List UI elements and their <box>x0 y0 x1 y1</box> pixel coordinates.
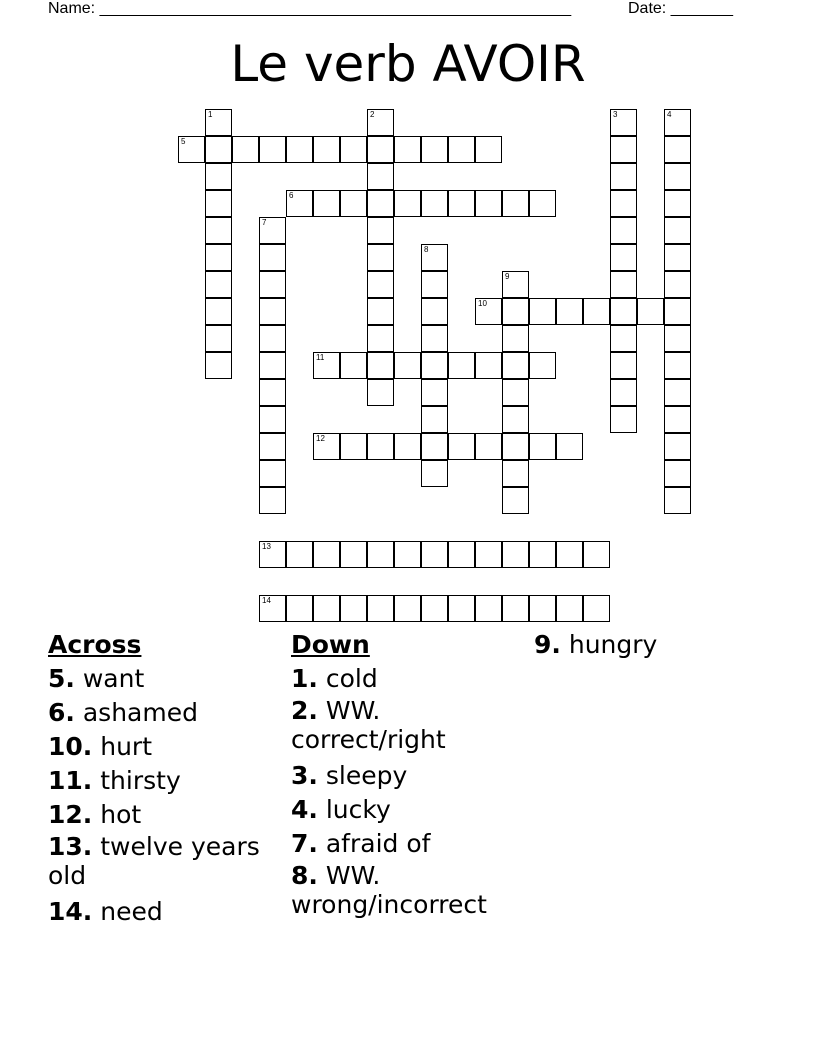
clue-number: 2. <box>291 696 318 725</box>
grid-cell[interactable] <box>502 271 529 298</box>
grid-cell[interactable] <box>475 190 502 217</box>
grid-cell[interactable] <box>205 298 232 325</box>
grid-cell[interactable] <box>205 325 232 352</box>
grid-cell[interactable] <box>664 244 691 271</box>
clue-number: 6. <box>48 698 75 727</box>
grid-cell[interactable] <box>340 595 367 622</box>
grid-cell[interactable] <box>232 136 259 163</box>
down-clue <box>291 861 516 919</box>
cell-number: 3 <box>613 110 618 119</box>
grid-cell[interactable] <box>475 595 502 622</box>
grid-cell[interactable] <box>286 541 313 568</box>
grid-cell[interactable] <box>286 136 313 163</box>
grid-cell[interactable] <box>556 433 583 460</box>
across-clue <box>48 696 273 730</box>
grid-cell[interactable] <box>367 271 394 298</box>
cell-number: 8 <box>424 245 429 254</box>
grid-cell[interactable] <box>421 298 448 325</box>
down-clue <box>291 793 516 827</box>
grid-cell[interactable] <box>367 433 394 460</box>
grid-cell[interactable] <box>664 109 691 136</box>
clue-text: need <box>92 897 163 926</box>
grid-cell[interactable] <box>529 190 556 217</box>
grid-cell[interactable] <box>421 244 448 271</box>
clue-text: cold <box>317 664 378 693</box>
down-clues-continued <box>534 628 764 662</box>
grid-cell[interactable] <box>502 595 529 622</box>
grid-cell[interactable] <box>394 352 421 379</box>
across-clue <box>48 895 273 929</box>
grid-cell[interactable] <box>475 298 502 325</box>
grid-cell[interactable] <box>367 541 394 568</box>
grid-cell[interactable] <box>610 190 637 217</box>
grid-cell[interactable] <box>502 433 529 460</box>
grid-cell[interactable] <box>367 136 394 163</box>
grid-cell[interactable] <box>529 541 556 568</box>
grid-cell[interactable] <box>259 298 286 325</box>
grid-cell[interactable] <box>664 271 691 298</box>
grid-cell[interactable] <box>205 163 232 190</box>
clue-text: thirsty <box>92 766 181 795</box>
grid-cell[interactable] <box>610 244 637 271</box>
grid-cell[interactable] <box>610 136 637 163</box>
grid-cell[interactable] <box>205 190 232 217</box>
down-clue <box>534 628 764 662</box>
grid-cell[interactable] <box>367 244 394 271</box>
clue-number: 8. <box>291 861 318 890</box>
grid-cell[interactable] <box>367 190 394 217</box>
grid-cell[interactable] <box>394 190 421 217</box>
grid-cell[interactable] <box>340 433 367 460</box>
clue-number: 11. <box>48 766 93 795</box>
grid-cell[interactable] <box>421 379 448 406</box>
grid-cell[interactable] <box>529 352 556 379</box>
grid-cell[interactable] <box>529 433 556 460</box>
grid-cell[interactable] <box>664 163 691 190</box>
grid-cell[interactable] <box>421 595 448 622</box>
down-clue <box>291 696 516 754</box>
grid-cell[interactable] <box>475 433 502 460</box>
across-clue <box>48 662 273 696</box>
grid-cell[interactable] <box>610 298 637 325</box>
grid-cell[interactable] <box>259 271 286 298</box>
grid-cell[interactable] <box>556 298 583 325</box>
grid-cell[interactable] <box>367 163 394 190</box>
down-clue <box>291 759 516 793</box>
grid-cell[interactable] <box>286 595 313 622</box>
clue-text: hungry <box>560 630 658 659</box>
cell-number: 5 <box>181 137 186 146</box>
grid-cell[interactable] <box>583 541 610 568</box>
grid-cell[interactable] <box>502 406 529 433</box>
grid-cell[interactable] <box>529 595 556 622</box>
grid-cell[interactable] <box>259 379 286 406</box>
across-clue <box>48 730 273 764</box>
clue-text: WW. wrong/incorrect <box>291 861 487 919</box>
clue-number: 9. <box>534 630 561 659</box>
grid-cell[interactable] <box>421 352 448 379</box>
grid-cell[interactable] <box>259 433 286 460</box>
grid-cell[interactable] <box>367 109 394 136</box>
grid-cell[interactable] <box>313 541 340 568</box>
grid-cell[interactable] <box>367 352 394 379</box>
grid-cell[interactable] <box>259 244 286 271</box>
grid-cell[interactable] <box>610 217 637 244</box>
grid-cell[interactable] <box>178 136 205 163</box>
grid-cell[interactable] <box>475 136 502 163</box>
cell-number: 4 <box>667 110 672 119</box>
clue-text: twelve years old <box>48 832 260 890</box>
grid-cell[interactable] <box>259 325 286 352</box>
grid-cell[interactable] <box>448 136 475 163</box>
grid-cell[interactable] <box>259 217 286 244</box>
grid-cell[interactable] <box>502 190 529 217</box>
across-clue <box>48 764 273 798</box>
clue-number: 1. <box>291 664 318 693</box>
grid-cell[interactable] <box>421 406 448 433</box>
grid-cell[interactable] <box>205 271 232 298</box>
grid-cell[interactable] <box>475 541 502 568</box>
clue-text: WW. correct/right <box>291 696 446 754</box>
grid-cell[interactable] <box>205 217 232 244</box>
grid-cell[interactable] <box>259 352 286 379</box>
grid-cell[interactable] <box>664 298 691 325</box>
clue-text: ashamed <box>74 698 198 727</box>
grid-cell[interactable] <box>502 325 529 352</box>
grid-cell[interactable] <box>340 352 367 379</box>
cell-number: 14 <box>262 596 271 605</box>
grid-cell[interactable] <box>529 298 556 325</box>
across-clues <box>48 628 273 929</box>
grid-cell[interactable] <box>259 460 286 487</box>
grid-cell[interactable] <box>421 271 448 298</box>
grid-cell[interactable] <box>664 325 691 352</box>
clue-number: 12. <box>48 800 93 829</box>
page-title: Le verb AVOIR <box>230 35 586 93</box>
grid-cell[interactable] <box>313 136 340 163</box>
cell-number: 13 <box>262 542 271 551</box>
grid-cell[interactable] <box>664 460 691 487</box>
cell-number: 7 <box>262 218 267 227</box>
grid-cell[interactable] <box>340 136 367 163</box>
cell-number: 9 <box>505 272 510 281</box>
grid-cell[interactable] <box>205 244 232 271</box>
grid-cell[interactable] <box>556 541 583 568</box>
grid-cell[interactable] <box>610 406 637 433</box>
grid-cell[interactable] <box>421 136 448 163</box>
grid-cell[interactable] <box>313 352 340 379</box>
grid-cell[interactable] <box>259 487 286 514</box>
clue-number: 10. <box>48 732 93 761</box>
grid-cell[interactable] <box>610 163 637 190</box>
grid-cell[interactable] <box>583 298 610 325</box>
grid-cell[interactable] <box>664 217 691 244</box>
cell-number: 11 <box>316 353 325 362</box>
clue-number: 5. <box>48 664 75 693</box>
clue-number: 7. <box>291 829 318 858</box>
grid-cell[interactable] <box>502 541 529 568</box>
grid-cell[interactable] <box>610 271 637 298</box>
grid-cell[interactable] <box>556 595 583 622</box>
cell-number: 2 <box>370 110 375 119</box>
grid-cell[interactable] <box>502 379 529 406</box>
grid-cell[interactable] <box>448 190 475 217</box>
grid-cell[interactable] <box>394 136 421 163</box>
grid-cell[interactable] <box>664 352 691 379</box>
grid-cell[interactable] <box>367 379 394 406</box>
clue-number: 13. <box>48 832 93 861</box>
grid-cell[interactable] <box>421 460 448 487</box>
clue-text: hurt <box>92 732 153 761</box>
grid-cell[interactable] <box>313 433 340 460</box>
grid-cell[interactable] <box>394 433 421 460</box>
grid-cell[interactable] <box>637 298 664 325</box>
grid-cell[interactable] <box>664 406 691 433</box>
clue-text: sleepy <box>317 761 408 790</box>
grid-cell[interactable] <box>664 487 691 514</box>
grid-cell[interactable] <box>448 352 475 379</box>
grid-cell[interactable] <box>421 541 448 568</box>
grid-cell[interactable] <box>367 595 394 622</box>
grid-cell[interactable] <box>259 136 286 163</box>
grid-cell[interactable] <box>313 190 340 217</box>
grid-cell[interactable] <box>205 352 232 379</box>
grid-cell[interactable] <box>394 595 421 622</box>
grid-cell[interactable] <box>502 460 529 487</box>
grid-cell[interactable] <box>421 190 448 217</box>
grid-cell[interactable] <box>205 136 232 163</box>
clue-text: hot <box>92 800 142 829</box>
grid-cell[interactable] <box>421 433 448 460</box>
clue-number: 14. <box>48 897 93 926</box>
down-clue <box>291 662 516 696</box>
grid-cell[interactable] <box>421 325 448 352</box>
grid-cell[interactable] <box>367 298 394 325</box>
clue-text: afraid of <box>317 829 431 858</box>
across-clue <box>48 798 273 832</box>
across-heading: Across <box>48 630 142 659</box>
grid-cell[interactable] <box>475 352 502 379</box>
grid-cell[interactable] <box>313 595 340 622</box>
down-clue <box>291 827 516 861</box>
cell-number: 1 <box>208 110 213 119</box>
grid-cell[interactable] <box>340 190 367 217</box>
grid-cell[interactable] <box>259 406 286 433</box>
grid-cell[interactable] <box>610 325 637 352</box>
clue-number: 3. <box>291 761 318 790</box>
clue-number: 4. <box>291 795 318 824</box>
grid-cell[interactable] <box>610 109 637 136</box>
grid-cell[interactable] <box>664 433 691 460</box>
clue-text: want <box>74 664 145 693</box>
grid-cell[interactable] <box>367 325 394 352</box>
grid-cell[interactable] <box>394 541 421 568</box>
grid-cell[interactable] <box>502 352 529 379</box>
grid-cell[interactable] <box>664 379 691 406</box>
name-field-label: Name: _____________________________________________________ <box>48 0 572 17</box>
grid-cell[interactable] <box>610 379 637 406</box>
grid-cell[interactable] <box>340 541 367 568</box>
down-clues <box>291 628 516 924</box>
clue-text: lucky <box>317 795 391 824</box>
grid-cell[interactable] <box>367 217 394 244</box>
cell-number: 10 <box>478 299 487 308</box>
down-heading: Down <box>291 630 370 659</box>
grid-cell[interactable] <box>205 109 232 136</box>
grid-cell[interactable] <box>502 487 529 514</box>
grid-cell[interactable] <box>259 541 286 568</box>
cell-number: 6 <box>289 191 294 200</box>
grid-cell[interactable] <box>610 352 637 379</box>
grid-cell[interactable] <box>286 190 313 217</box>
grid-cell[interactable] <box>448 595 475 622</box>
grid-cell[interactable] <box>448 541 475 568</box>
grid-cell[interactable] <box>502 298 529 325</box>
date-field-label: Date: _______ <box>628 0 733 17</box>
grid-cell[interactable] <box>259 595 286 622</box>
cell-number: 12 <box>316 434 325 443</box>
across-clue <box>48 832 273 890</box>
grid-cell[interactable] <box>583 595 610 622</box>
grid-cell[interactable] <box>664 190 691 217</box>
grid-cell[interactable] <box>664 136 691 163</box>
grid-cell[interactable] <box>448 433 475 460</box>
